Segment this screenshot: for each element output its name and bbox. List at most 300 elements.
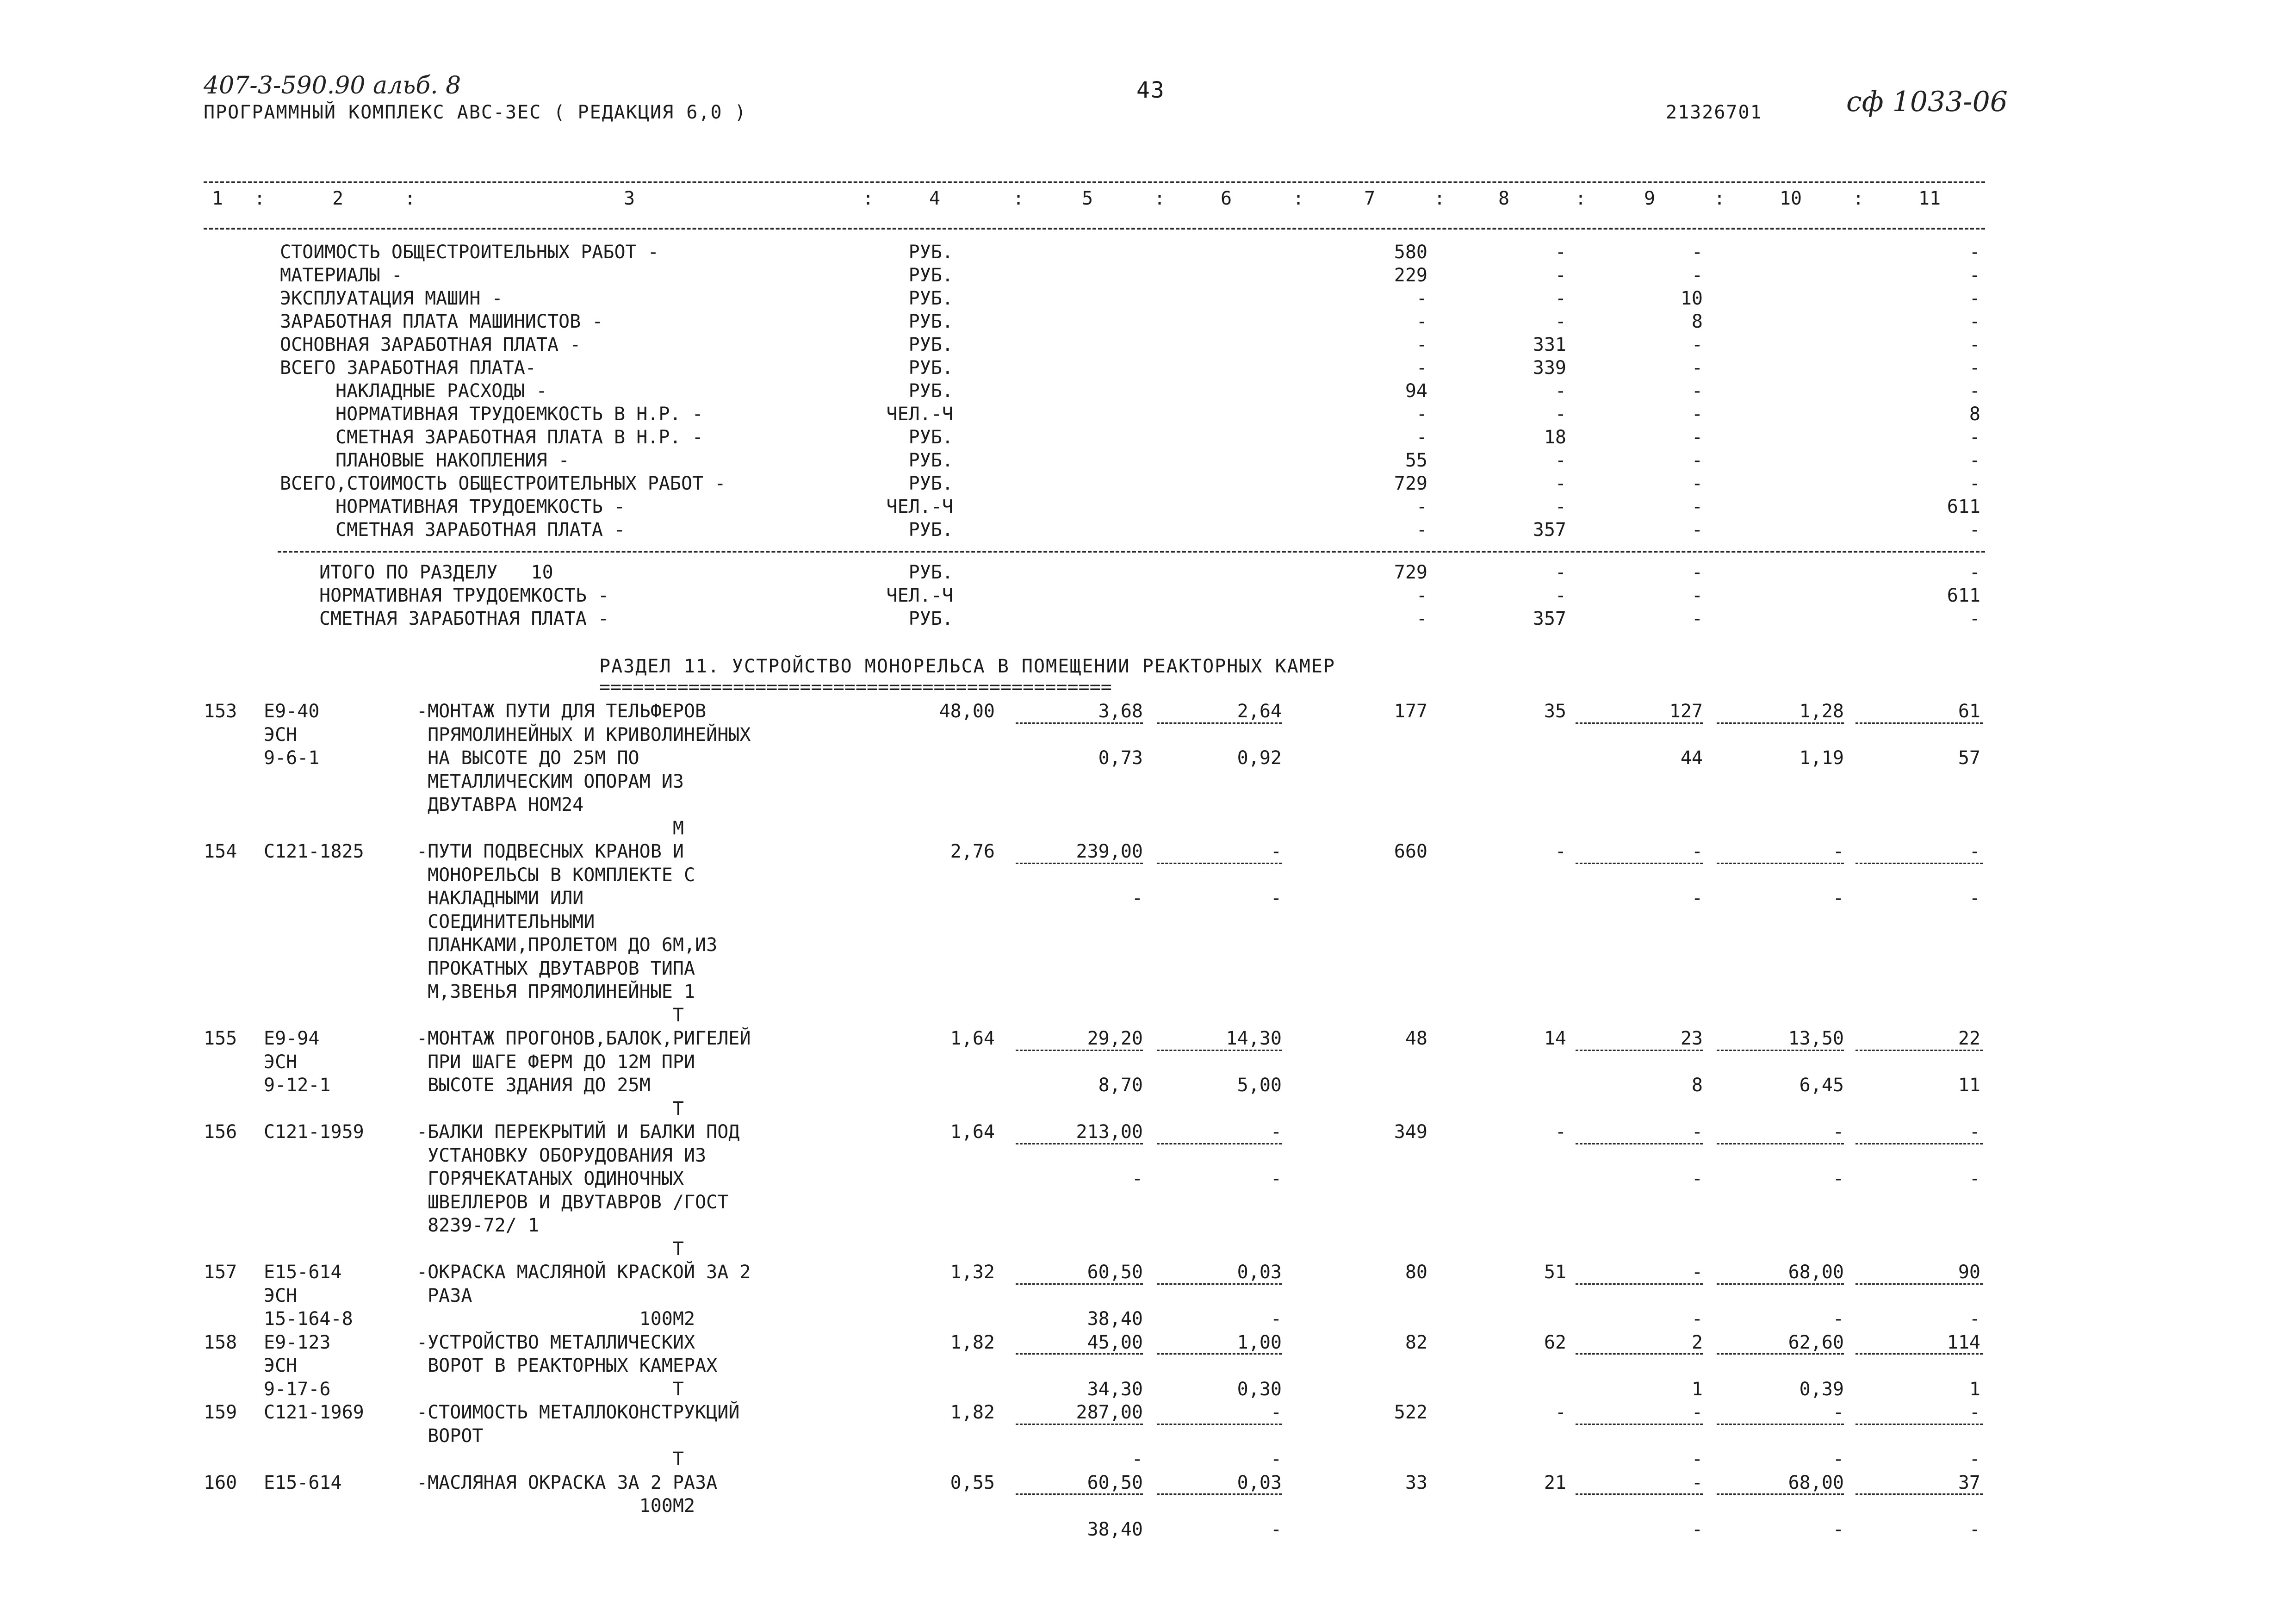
cell-c3: ДВУТАВРА НОМ24 xyxy=(416,794,584,815)
cell-c1: 157 xyxy=(204,1262,237,1283)
cell-c9: - xyxy=(1691,357,1703,379)
table-row xyxy=(0,933,2296,957)
cell-c3: УСТАНОВКУ ОБОРУДОВАНИЯ ИЗ xyxy=(416,1145,707,1166)
cell-c9: - xyxy=(1691,496,1703,517)
cell-c3: 8239-72/ 1 xyxy=(416,1215,539,1236)
table-row xyxy=(0,1120,2296,1144)
cell-c8: - xyxy=(1555,288,1566,309)
sub-rule xyxy=(1157,1283,1282,1285)
cell-c11: 90 xyxy=(1958,1262,1980,1283)
cell-c6: - xyxy=(1270,1308,1282,1330)
cell-c11: - xyxy=(1969,519,1980,541)
cell-c5: 239,00 xyxy=(1076,841,1143,862)
column-separator: : xyxy=(1714,188,1725,209)
section-title: РАЗДЕЛ 11. УСТРОЙСТВО МОНОРЕЛЬСА В ПОМЕЩЕНИИ РЕАКТОРНЫХ КАМЕР xyxy=(599,656,1336,677)
summary-label: СМЕТНАЯ ЗАРАБОТНАЯ ПЛАТА В Н.Р. - xyxy=(335,427,703,448)
sub-rule xyxy=(1855,1143,1983,1144)
cell-c7: 177 xyxy=(1394,701,1427,722)
cell-c3: -УСТРОЙСТВО МЕТАЛЛИЧЕСКИХ xyxy=(416,1332,695,1353)
handwritten-sheet-code: сф 1033-06 xyxy=(1846,86,2008,118)
column-separator: : xyxy=(1154,188,1166,209)
totals-unit: ЧЕЛ.-Ч xyxy=(886,585,953,606)
summary-line xyxy=(0,379,2296,403)
cell-c8: - xyxy=(1555,1402,1566,1423)
cell-c5: 60,50 xyxy=(1087,1262,1143,1283)
cell-c5: 0,73 xyxy=(1098,747,1143,769)
cell-c7: - xyxy=(1416,496,1427,517)
sub-rule xyxy=(1576,1424,1703,1425)
column-number: 2 xyxy=(332,188,344,209)
cell-c9: 8 xyxy=(1691,311,1703,332)
column-number: 10 xyxy=(1779,188,1802,209)
cell-c2: 9-6-1 xyxy=(264,747,320,769)
cell-c5: 60,50 xyxy=(1087,1472,1143,1493)
cell-c3: -МОНТАЖ ПУТИ ДЛЯ ТЕЛЬФЕРОВ xyxy=(416,701,707,722)
cell-c9: 127 xyxy=(1669,701,1703,722)
cell-c6: 14,30 xyxy=(1226,1028,1282,1049)
sub-rule xyxy=(1016,1143,1143,1144)
totals-unit: РУБ. xyxy=(908,608,953,629)
sub-rule xyxy=(1717,1283,1844,1285)
cell-c7: 349 xyxy=(1394,1121,1427,1143)
sub-rule xyxy=(1016,722,1143,724)
cell-c6: - xyxy=(1270,1121,1282,1143)
table-row xyxy=(0,1237,2296,1261)
cell-c3: Т xyxy=(416,1238,684,1260)
cell-c3: -МАСЛЯНАЯ ОКРАСКА ЗА 2 РАЗА xyxy=(416,1472,718,1493)
column-number: 1 xyxy=(211,188,223,209)
cell-c7: 33 xyxy=(1405,1472,1427,1493)
summary-unit: РУБ. xyxy=(908,357,953,379)
totals-rule xyxy=(278,551,1985,553)
cell-c2: ЭСН xyxy=(264,1285,298,1306)
cell-c1: 159 xyxy=(204,1402,237,1423)
summary-unit: РУБ. xyxy=(908,427,953,448)
summary-line xyxy=(0,495,2296,518)
column-separator: : xyxy=(1575,188,1587,209)
cell-c5: 34,30 xyxy=(1087,1379,1143,1400)
cell-c9: - xyxy=(1691,450,1703,471)
summary-label: СТОИМОСТЬ ОБЩЕСТРОИТЕЛЬНЫХ РАБОТ - xyxy=(280,242,659,263)
table-row xyxy=(0,1027,2296,1050)
summary-line xyxy=(0,449,2296,472)
cell-c6: 0,92 xyxy=(1237,747,1282,769)
cell-c9: - xyxy=(1691,380,1703,402)
totals-line xyxy=(0,584,2296,607)
cell-c6: 2,64 xyxy=(1237,701,1282,722)
cell-c11: 22 xyxy=(1958,1028,1980,1049)
cell-c11: - xyxy=(1969,1402,1980,1423)
column-number: 6 xyxy=(1220,188,1232,209)
table-row xyxy=(0,723,2296,746)
table-row xyxy=(0,1214,2296,1237)
sub-rule xyxy=(1855,1424,1983,1425)
cell-c3: -МОНТАЖ ПРОГОНОВ,БАЛОК,РИГЕЛЕЙ xyxy=(416,1028,751,1049)
sub-rule xyxy=(1157,1493,1282,1495)
cell-c2: С121-1969 xyxy=(264,1402,364,1423)
sub-rule xyxy=(1855,1283,1983,1285)
cell-c8: - xyxy=(1555,242,1566,263)
table-row xyxy=(0,864,2296,887)
column-separator: : xyxy=(1434,188,1446,209)
cell-c8: 331 xyxy=(1533,334,1566,355)
cell-c10: - xyxy=(1832,1121,1844,1143)
cell-c5: 213,00 xyxy=(1076,1121,1143,1143)
cell-c7: - xyxy=(1416,427,1427,448)
cell-c8: 339 xyxy=(1533,357,1566,379)
cell-c2: Е9-94 xyxy=(264,1028,320,1049)
cell-c5: - xyxy=(1131,1449,1143,1470)
summary-line xyxy=(0,287,2296,310)
cell-c9: - xyxy=(1691,841,1703,862)
table-row xyxy=(0,793,2296,816)
cell-c1: 158 xyxy=(204,1332,237,1353)
cell-c8: 62 xyxy=(1544,1332,1566,1353)
cell-c3: ВЫСОТЕ ЗДАНИЯ ДО 25М xyxy=(416,1075,651,1096)
summary-unit: РУБ. xyxy=(908,334,953,355)
table-row xyxy=(0,1401,2296,1424)
cell-c9: 44 xyxy=(1680,747,1703,769)
cell-c2: Е15-614 xyxy=(264,1472,342,1493)
sub-rule xyxy=(1717,722,1844,724)
cell-c6: - xyxy=(1270,1519,1282,1540)
cell-c3: -ПУТИ ПОДВЕСНЫХ КРАНОВ И xyxy=(416,841,684,862)
totals-label: НОРМАТИВНАЯ ТРУДОЕМКОСТЬ - xyxy=(319,585,609,606)
cell-c4: 1,64 xyxy=(950,1121,995,1143)
cell-c11: - xyxy=(1969,427,1980,448)
cell-c2: ЭСН xyxy=(264,1051,298,1073)
cell-c1: 160 xyxy=(204,1472,237,1493)
column-number: 5 xyxy=(1081,188,1093,209)
table-row xyxy=(0,1074,2296,1097)
cell-c10: 1,28 xyxy=(1799,701,1844,722)
totals-label: СМЕТНАЯ ЗАРАБОТНАЯ ПЛАТА - xyxy=(319,608,609,629)
cell-c8: - xyxy=(1555,473,1566,494)
cell-c4: 2,76 xyxy=(950,841,995,862)
cell-c6: - xyxy=(1270,1168,1282,1189)
cell-c6: - xyxy=(1270,841,1282,862)
cell-c9: 23 xyxy=(1680,1028,1703,1049)
cell-c11: - xyxy=(1969,380,1980,402)
cell-c10: - xyxy=(1832,1402,1844,1423)
table-row xyxy=(0,1051,2296,1074)
cell-c2: ЭСН xyxy=(264,724,298,746)
sub-rule xyxy=(1576,1143,1703,1144)
summary-line xyxy=(0,264,2296,287)
sub-rule xyxy=(1016,1050,1143,1051)
summary-label: НОРМАТИВНАЯ ТРУДОЕМКОСТЬ В Н.Р. - xyxy=(335,404,703,425)
cell-c2: 15-164-8 xyxy=(264,1308,353,1330)
cell-c7: - xyxy=(1416,334,1427,355)
cell-c6: - xyxy=(1270,1449,1282,1470)
cell-c9: 8 xyxy=(1691,1075,1703,1096)
cell-c3: М xyxy=(416,818,684,839)
cell-c6: 0,30 xyxy=(1237,1379,1282,1400)
header-rule-top xyxy=(204,181,1985,183)
cell-c9: 1 xyxy=(1691,1379,1703,1400)
cell-c3: НАКЛАДНЫМИ ИЛИ xyxy=(416,888,584,909)
cell-c9: - xyxy=(1691,519,1703,541)
cell-c9: - xyxy=(1691,1519,1703,1540)
totals-label: ИТОГО ПО РАЗДЕЛУ 10 xyxy=(319,562,553,583)
cell-c10: 13,50 xyxy=(1788,1028,1844,1049)
table-row xyxy=(0,1097,2296,1120)
cell-c3: М,ЗВЕНЬЯ ПРЯМОЛИНЕЙНЫЕ 1 xyxy=(416,981,695,1002)
cell-c7: 48 xyxy=(1405,1028,1427,1049)
summary-line xyxy=(0,333,2296,356)
cell-c3: ПРИ ШАГЕ ФЕРМ ДО 12М ПРИ xyxy=(416,1051,695,1073)
cell-c7: 522 xyxy=(1394,1402,1427,1423)
cell-c9: - xyxy=(1691,473,1703,494)
cell-c3: СОЕДИНИТЕЛЬНЫМИ xyxy=(416,911,595,933)
totals-line xyxy=(0,607,2296,630)
cell-c9: - xyxy=(1691,1262,1703,1283)
table-row xyxy=(0,910,2296,933)
cell-c3: Т xyxy=(416,1005,684,1026)
summary-label: МАТЕРИАЛЫ - xyxy=(280,265,403,286)
sub-rule xyxy=(1576,1283,1703,1285)
column-separator: : xyxy=(254,188,266,209)
cell-c6: - xyxy=(1270,1402,1282,1423)
totals-line xyxy=(0,561,2296,584)
summary-line xyxy=(0,241,2296,264)
cell-c7: - xyxy=(1416,608,1427,629)
cell-c10: - xyxy=(1832,1308,1844,1330)
table-row xyxy=(0,1191,2296,1214)
header-rule-bottom xyxy=(204,228,1985,230)
summary-label: ЭКСПЛУАТАЦИЯ МАШИН - xyxy=(280,288,503,309)
cell-c11: - xyxy=(1969,1519,1980,1540)
summary-line xyxy=(0,472,2296,495)
column-separator: : xyxy=(1853,188,1864,209)
sub-rule xyxy=(1717,1493,1844,1495)
cell-c7: - xyxy=(1416,585,1427,606)
summary-label: ВСЕГО,СТОИМОСТЬ ОБЩЕСТРОИТЕЛЬНЫХ РАБОТ - xyxy=(280,473,726,494)
summary-unit: РУБ. xyxy=(908,265,953,286)
summary-label: СМЕТНАЯ ЗАРАБОТНАЯ ПЛАТА - xyxy=(335,519,626,541)
cell-c10: - xyxy=(1832,888,1844,909)
section-underline: ============================================== xyxy=(599,677,1112,698)
cell-c9: - xyxy=(1691,1121,1703,1143)
cell-c3: ПРЯМОЛИНЕЙНЫХ И КРИВОЛИНЕЙНЫХ xyxy=(416,724,751,746)
summary-label: ОСНОВНАЯ ЗАРАБОТНАЯ ПЛАТА - xyxy=(280,334,581,355)
table-row xyxy=(0,1331,2296,1354)
cell-c8: 51 xyxy=(1544,1262,1566,1283)
cell-c7: - xyxy=(1416,357,1427,379)
cell-c3: ПЛАНКАМИ,ПРОЛЕТОМ ДО 6М,ИЗ xyxy=(416,934,718,956)
cell-c5: - xyxy=(1131,888,1143,909)
cell-c4: 1,82 xyxy=(950,1402,995,1423)
cell-c9: - xyxy=(1691,888,1703,909)
cell-c11: 1 xyxy=(1969,1379,1980,1400)
cell-c7: - xyxy=(1416,311,1427,332)
table-row xyxy=(0,1471,2296,1494)
cell-c11: 611 xyxy=(1947,496,1980,517)
sub-rule xyxy=(1855,1050,1983,1051)
sub-rule xyxy=(1576,1050,1703,1051)
table-row xyxy=(0,980,2296,1003)
cell-c9: - xyxy=(1691,404,1703,425)
column-number: 3 xyxy=(623,188,635,209)
summary-unit: РУБ. xyxy=(908,450,953,471)
cell-c11: - xyxy=(1969,1121,1980,1143)
sub-rule xyxy=(1576,722,1703,724)
cell-c3: МЕТАЛЛИЧЕСКИМ ОПОРАМ ИЗ xyxy=(416,771,684,792)
cell-c4: 48,00 xyxy=(939,701,995,722)
cell-c5: 3,68 xyxy=(1098,701,1143,722)
cell-c2: ЭСН xyxy=(264,1355,298,1376)
sub-rule xyxy=(1016,863,1143,864)
cell-c8: 14 xyxy=(1544,1028,1566,1049)
cell-c11: 11 xyxy=(1958,1075,1980,1096)
summary-label: НАКЛАДНЫЕ РАСХОДЫ - xyxy=(335,380,547,402)
cell-c11: - xyxy=(1969,311,1980,332)
summary-unit: ЧЕЛ.-Ч xyxy=(886,496,953,517)
cell-c3: ПРОКАТНЫХ ДВУТАВРОВ ТИПА xyxy=(416,958,695,979)
summary-line xyxy=(0,426,2296,449)
sub-rule xyxy=(1717,1353,1844,1355)
cell-c8: - xyxy=(1555,496,1566,517)
cell-c10: 1,19 xyxy=(1799,747,1844,769)
cell-c11: - xyxy=(1969,1308,1980,1330)
table-row xyxy=(0,1518,2296,1541)
sub-rule xyxy=(1157,863,1282,864)
cell-c9: - xyxy=(1691,1168,1703,1189)
sub-rule xyxy=(1855,1353,1983,1355)
cell-c11: - xyxy=(1969,450,1980,471)
cell-c3: МОНОРЕЛЬСЫ В КОМПЛЕКТЕ С xyxy=(416,864,695,886)
cell-c2: 9-12-1 xyxy=(264,1075,331,1096)
cell-c4: 0,55 xyxy=(950,1472,995,1493)
sub-rule xyxy=(1157,1143,1282,1144)
cell-c8: - xyxy=(1555,1121,1566,1143)
sub-rule xyxy=(1855,722,1983,724)
cell-c11: 37 xyxy=(1958,1472,1980,1493)
sub-rule xyxy=(1016,1493,1143,1495)
sub-rule xyxy=(1016,1424,1143,1425)
table-row xyxy=(0,1004,2296,1027)
table-row xyxy=(0,1284,2296,1307)
sub-rule xyxy=(1576,1353,1703,1355)
cell-c3: НА ВЫСОТЕ ДО 25М ПО xyxy=(416,747,639,769)
cell-c10: 68,00 xyxy=(1788,1262,1844,1283)
table-row xyxy=(0,840,2296,863)
sub-rule xyxy=(1717,863,1844,864)
cell-c7: 729 xyxy=(1394,473,1427,494)
cell-c8: - xyxy=(1555,450,1566,471)
cell-c6: - xyxy=(1270,888,1282,909)
cell-c4: 1,82 xyxy=(950,1332,995,1353)
summary-unit: РУБ. xyxy=(908,311,953,332)
table-row xyxy=(0,1448,2296,1471)
table-row xyxy=(0,746,2296,770)
cell-c10: - xyxy=(1832,841,1844,862)
cell-c10: - xyxy=(1832,1519,1844,1540)
table-row xyxy=(0,1144,2296,1167)
cell-c3: -БАЛКИ ПЕРЕКРЫТИЙ И БАЛКИ ПОД xyxy=(416,1121,740,1143)
cell-c11: - xyxy=(1969,888,1980,909)
cell-c8: - xyxy=(1555,562,1566,583)
table-row xyxy=(0,1424,2296,1448)
cell-c3: ВОРОТ xyxy=(416,1425,484,1447)
cell-c11: - xyxy=(1969,357,1980,379)
cell-c7: 80 xyxy=(1405,1262,1427,1283)
cell-c9: - xyxy=(1691,562,1703,583)
cell-c4: 1,32 xyxy=(950,1262,995,1283)
cell-c2: Е9-123 xyxy=(264,1332,331,1353)
cell-c6: 5,00 xyxy=(1237,1075,1282,1096)
cell-c7: 580 xyxy=(1394,242,1427,263)
cell-c11: 57 xyxy=(1958,747,1980,769)
cell-c2: С121-1959 xyxy=(264,1121,364,1143)
cell-c9: - xyxy=(1691,1308,1703,1330)
sub-rule xyxy=(1157,722,1282,724)
cell-c8: 21 xyxy=(1544,1472,1566,1493)
cell-c3: ГОРЯЧЕКАТАНЫХ ОДИНОЧНЫХ xyxy=(416,1168,684,1189)
cell-c10: 62,60 xyxy=(1788,1332,1844,1353)
cell-c2: С121-1825 xyxy=(264,841,364,862)
sub-rule xyxy=(1157,1424,1282,1425)
handwritten-doc-number: 407-3-590.90 альб. 8 xyxy=(204,72,461,99)
table-row xyxy=(0,1378,2296,1401)
cell-c11: - xyxy=(1969,1168,1980,1189)
table-row xyxy=(0,1494,2296,1517)
cell-c11: - xyxy=(1969,265,1980,286)
column-number: 4 xyxy=(929,188,941,209)
cell-c5: 38,40 xyxy=(1087,1519,1143,1540)
cell-c3: ВОРОТ В РЕАКТОРНЫХ КАМЕРАХ xyxy=(416,1355,718,1376)
document-code: 21326701 xyxy=(1666,102,1762,123)
cell-c3: -СТОИМОСТЬ МЕТАЛЛОКОНСТРУКЦИЙ xyxy=(416,1402,740,1423)
sub-rule xyxy=(1016,1353,1143,1355)
cell-c7: 660 xyxy=(1394,841,1427,862)
cell-c11: - xyxy=(1969,288,1980,309)
cell-c7: 55 xyxy=(1405,450,1427,471)
cell-c9: - xyxy=(1691,265,1703,286)
cell-c7: 729 xyxy=(1394,562,1427,583)
cell-c7: - xyxy=(1416,288,1427,309)
table-row xyxy=(0,1354,2296,1377)
cell-c11: - xyxy=(1969,608,1980,629)
cell-c7: 82 xyxy=(1405,1332,1427,1353)
cell-c2: Е9-40 xyxy=(264,701,320,722)
cell-c10: 6,45 xyxy=(1799,1075,1844,1096)
cell-c9: 2 xyxy=(1691,1332,1703,1353)
cell-c8: 357 xyxy=(1533,608,1566,629)
cell-c5: 29,20 xyxy=(1087,1028,1143,1049)
cell-c11: - xyxy=(1969,334,1980,355)
cell-c5: 45,00 xyxy=(1087,1332,1143,1353)
cell-c9: - xyxy=(1691,585,1703,606)
cell-c11: - xyxy=(1969,562,1980,583)
cell-c7: - xyxy=(1416,404,1427,425)
table-row xyxy=(0,817,2296,840)
column-separator: : xyxy=(404,188,416,209)
column-number: 11 xyxy=(1918,188,1941,209)
cell-c9: - xyxy=(1691,1402,1703,1423)
summary-line xyxy=(0,310,2296,333)
cell-c1: 154 xyxy=(204,841,237,862)
cell-c10: - xyxy=(1832,1449,1844,1470)
sub-rule xyxy=(1157,1353,1282,1355)
sub-rule xyxy=(1717,1050,1844,1051)
cell-c3: РАЗА xyxy=(416,1285,472,1306)
column-separator: : xyxy=(863,188,874,209)
summary-label: ВСЕГО ЗАРАБОТНАЯ ПЛАТА- xyxy=(280,357,536,379)
page-number: 43 xyxy=(1136,77,1165,103)
table-row xyxy=(0,1307,2296,1331)
summary-label: ЗАРАБОТНАЯ ПЛАТА МАШИНИСТОВ - xyxy=(280,311,603,332)
